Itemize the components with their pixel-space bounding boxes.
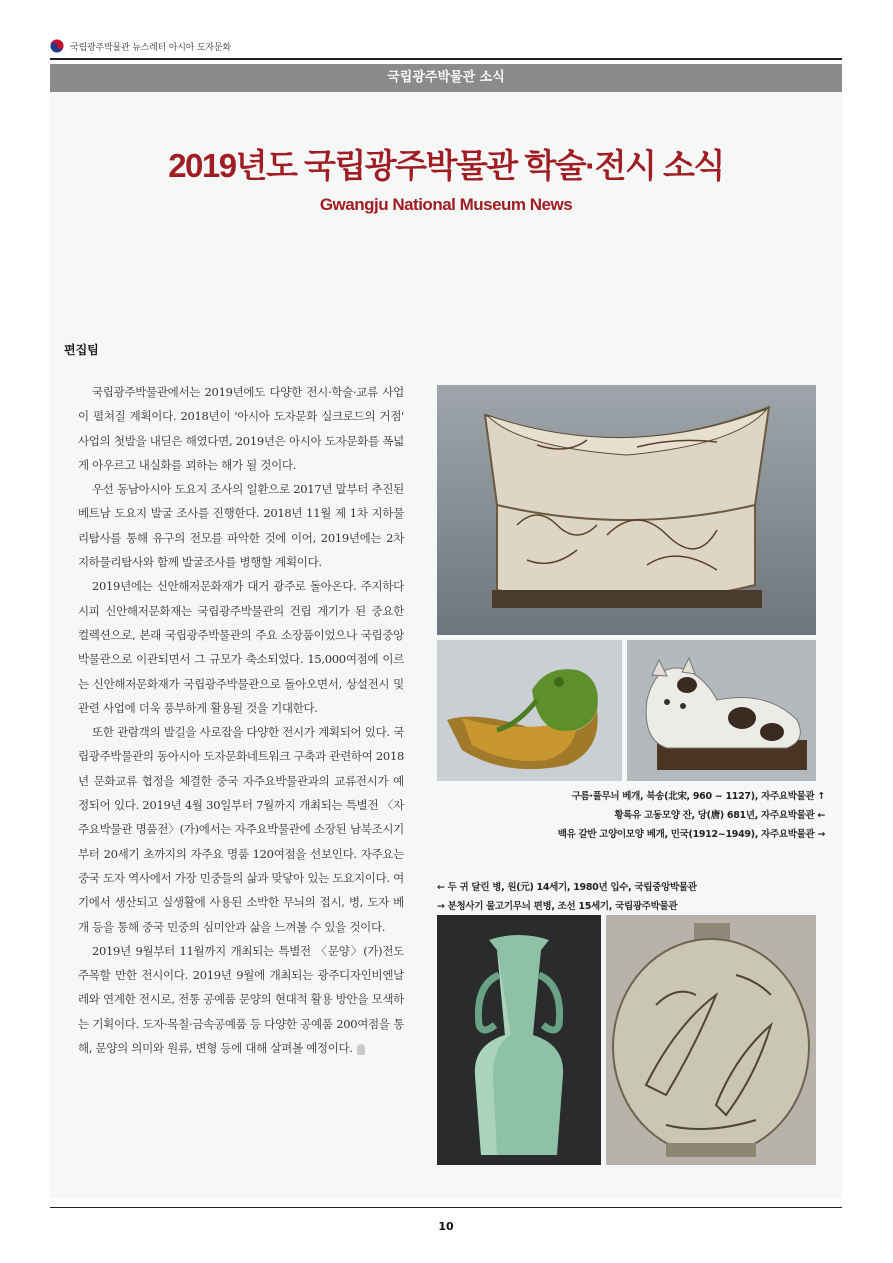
paragraph-4: 또한 관람객의 발길을 사로잡을 다양한 전시가 계획되어 있다. 국립광주박물관의 동아시아 도자문화네트워크 구축과 관련하여 2018년 문화교류 협정을 체결한 중국 자주요박물관과의 교류전시가 예정되어 있다. 2019년 4월 30일부터 7월까지 개최되는 특별전 〈자주요박물관 명품전〉(가)에서는 자주요박물관에 소장된 남북조시기부터 20세기 초까지의 자주요 명품 120여점을 선보인다. 자주요는 중국 도자 역사에서 가장 민중들의 삶과 맞닿아 있는 도요지이다. 여기에서 생산되고 실생활에 사용된 소박한 무늬의 접시, 병, 도자 베개 등을 통해 중국 민중의 심미안과 삶을 느껴볼 수 있을 것이다.	[78, 725, 404, 934]
caption-pillow: 구름·풀무늬 베개, 북송(北宋, 960 ~ 1127), 자주요박물관 ↑	[571, 791, 825, 802]
paragraph-2: 우선 동남아시아 도요지 조사의 일환으로 2017년 말부터 추진된 베트남 도요지 발굴 조사를 진행한다. 2018년 11월 제 1차 지하물리탐사를 통해 유구의 전모를 파악한 것에 이어, 2019년에는 2차 지하물리탐사와 함께 발굴조사를 병행할 계획이다.	[78, 482, 404, 570]
page-number: 10	[438, 1220, 454, 1233]
cat-pillow-photo	[627, 640, 816, 781]
caption-green-cup: 황록유 고동모양 잔, 당(唐) 681년, 자주요박물관 ←	[614, 810, 825, 821]
celadon-vase-photo	[437, 915, 601, 1165]
taegeuk-emblem-icon	[50, 39, 64, 53]
green-cup-photo	[437, 640, 622, 781]
newsletter-title: 국립광주박물관 뉴스레터 아시아 도자문화	[70, 42, 231, 53]
article-subtitle: Gwangju National Museum News	[319, 195, 573, 214]
paragraph-5	[78, 939, 404, 1060]
paragraph-3: 2019년에는 신안해저문화재가 대거 광주로 돌아온다. 주지하다시피 신안해저문화재는 국립광주박물관의 건립 계기가 된 중요한 컬렉션으로, 본래 국립광주박물관의 주요 소장품이었으나 국립중앙박물관으로 이관되면서 그 규모가 축소되었다. 15,000여점에 이르는 신안해저문화재가 국립광주박물관으로 돌아오면서, 상설전시 및 관련 사업에 더욱 풍부하게 활용될 것을 기대한다.	[78, 579, 404, 715]
pillow-photo	[437, 385, 816, 635]
paragraph-1: 국립광주박물관에서는 2019년에도 다양한 전시·학술·교류 사업이 펼쳐질 계획이다. 2018년이 '아시아 도자문화 실크로드의 거점' 사업의 첫발을 내딛은 해였다면, 2019년은 아시아 도자문화를 폭넓게 아우르고 내실화를 꾀하는 해가 될 것이다.	[78, 385, 404, 472]
article-body	[78, 380, 404, 1060]
paragraph-5-text: 2019년 9월부터 11월까지 개최되는 특별전 〈문양〉(가)전도 주목할 만한 전시이다. 2019년 9월에 개최되는 광주디자인비엔날레와 연계한 전시로, 전통 공예품 문양의 현대적 활용 방안을 모색하는 기획이다. 도자·목칠·금속공예품 등 다양한 공예품 200여점을 통해, 문양의 의미와 원류, 변형 등에 대해 살펴볼 예정이다.	[78, 943, 404, 1056]
top-divider	[50, 58, 842, 60]
caption-celadon-vase: ← 두 귀 달린 병, 원(元) 14세기, 1980년 입수, 국립중앙박물관	[437, 882, 697, 893]
article-author: 편집팀	[64, 343, 99, 357]
caption-cat-pillow: 백유 갈반 고양이모양 베개, 민국(1912~1949), 자주요박물관 →	[557, 829, 825, 840]
bottom-divider	[50, 1207, 842, 1208]
section-label-bar: 국립광주박물관 소식	[50, 64, 842, 92]
end-mark-icon	[357, 1044, 365, 1055]
caption-buncheong-flask: → 분청사기 물고기무늬 편병, 조선 15세기, 국립광주박물관	[437, 901, 678, 912]
newsletter-header	[50, 36, 231, 56]
article-title: 2019년도 국립광주박물관 학술·전시 소식	[168, 147, 724, 184]
buncheong-flask-photo	[606, 915, 816, 1165]
